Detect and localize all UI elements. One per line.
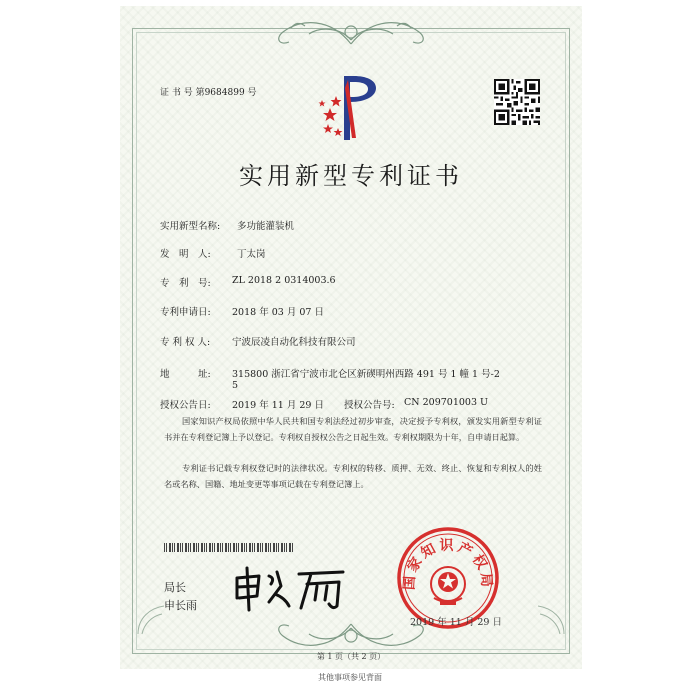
certificate-number: 证 书 号 第9684899 号 (160, 88, 257, 98)
page-number: 第 1 页（共 2 页） (316, 652, 386, 661)
field-value-patentee: 宁波辰凌自动化科技有限公司 (232, 337, 356, 348)
field-label-patentee: 专 利 权 人: (160, 337, 211, 348)
seal-date: 2019 年 11 月 29 日 (410, 617, 502, 628)
field-label-application-date: 专利申请日: (160, 307, 211, 318)
field-label-inventor: 发 明 人: (160, 249, 211, 260)
field-value-grant-number: CN 209701003 U (404, 397, 489, 408)
top-ornament-icon (271, 14, 431, 50)
svg-text:国家知识产权局: 国家知识产权局 (401, 538, 495, 591)
footer-note: 其他事项参见背面 (318, 673, 382, 682)
field-value-address-line2: 5 (232, 380, 239, 391)
field-value-application-date: 2018 年 03 月 07 日 (232, 307, 324, 318)
certificate-sheet (120, 6, 582, 669)
barcode (164, 543, 294, 552)
field-label-patent-number: 专 利 号: (160, 278, 211, 289)
director-title: 局长 (164, 581, 186, 594)
director-name: 申长雨 (164, 599, 197, 612)
notice-paragraph-1: 国家知识产权局依照中华人民共和国专利法经过初步审查，决定授予专利权，颁发实用新型专利证书并在专利登记簿上予以登记。专利权自授权公告之日起生效。专利权期限为十年，自申请日起算。 (164, 416, 542, 442)
field-label-grant-number: 授权公告号: (344, 400, 395, 411)
field-label-grant-date: 授权公告日: (160, 400, 211, 411)
field-value-grant-date: 2019 年 11 月 29 日 (232, 400, 324, 411)
qr-code-icon (494, 79, 540, 125)
patent-office-logo-icon (318, 72, 384, 144)
field-label-address: 地 址: (160, 369, 211, 380)
corner-ornament-icon (528, 598, 568, 638)
director-signature-icon (231, 564, 349, 614)
notice-paragraph-2: 专利证书记载专利权登记时的法律状况。专利权的转移、质押、无效、终止、恢复和专利权人的姓名或名称、国籍、地址变更等事项记载在专利登记簿上。 (164, 463, 542, 489)
field-value-inventor: 丁太岗 (237, 249, 266, 260)
field-value-utility-model-name: 多功能灌装机 (237, 221, 295, 232)
certificate-title: 实用新型专利证书 (239, 162, 463, 190)
field-value-patent-number: ZL 2018 2 0314003.6 (232, 275, 336, 286)
field-label-utility-model-name: 实用新型名称: (160, 221, 221, 232)
field-value-address-line1: 315800 浙江省宁波市北仑区新碶明州西路 491 号 1 幢 1 号-2 (232, 369, 500, 380)
